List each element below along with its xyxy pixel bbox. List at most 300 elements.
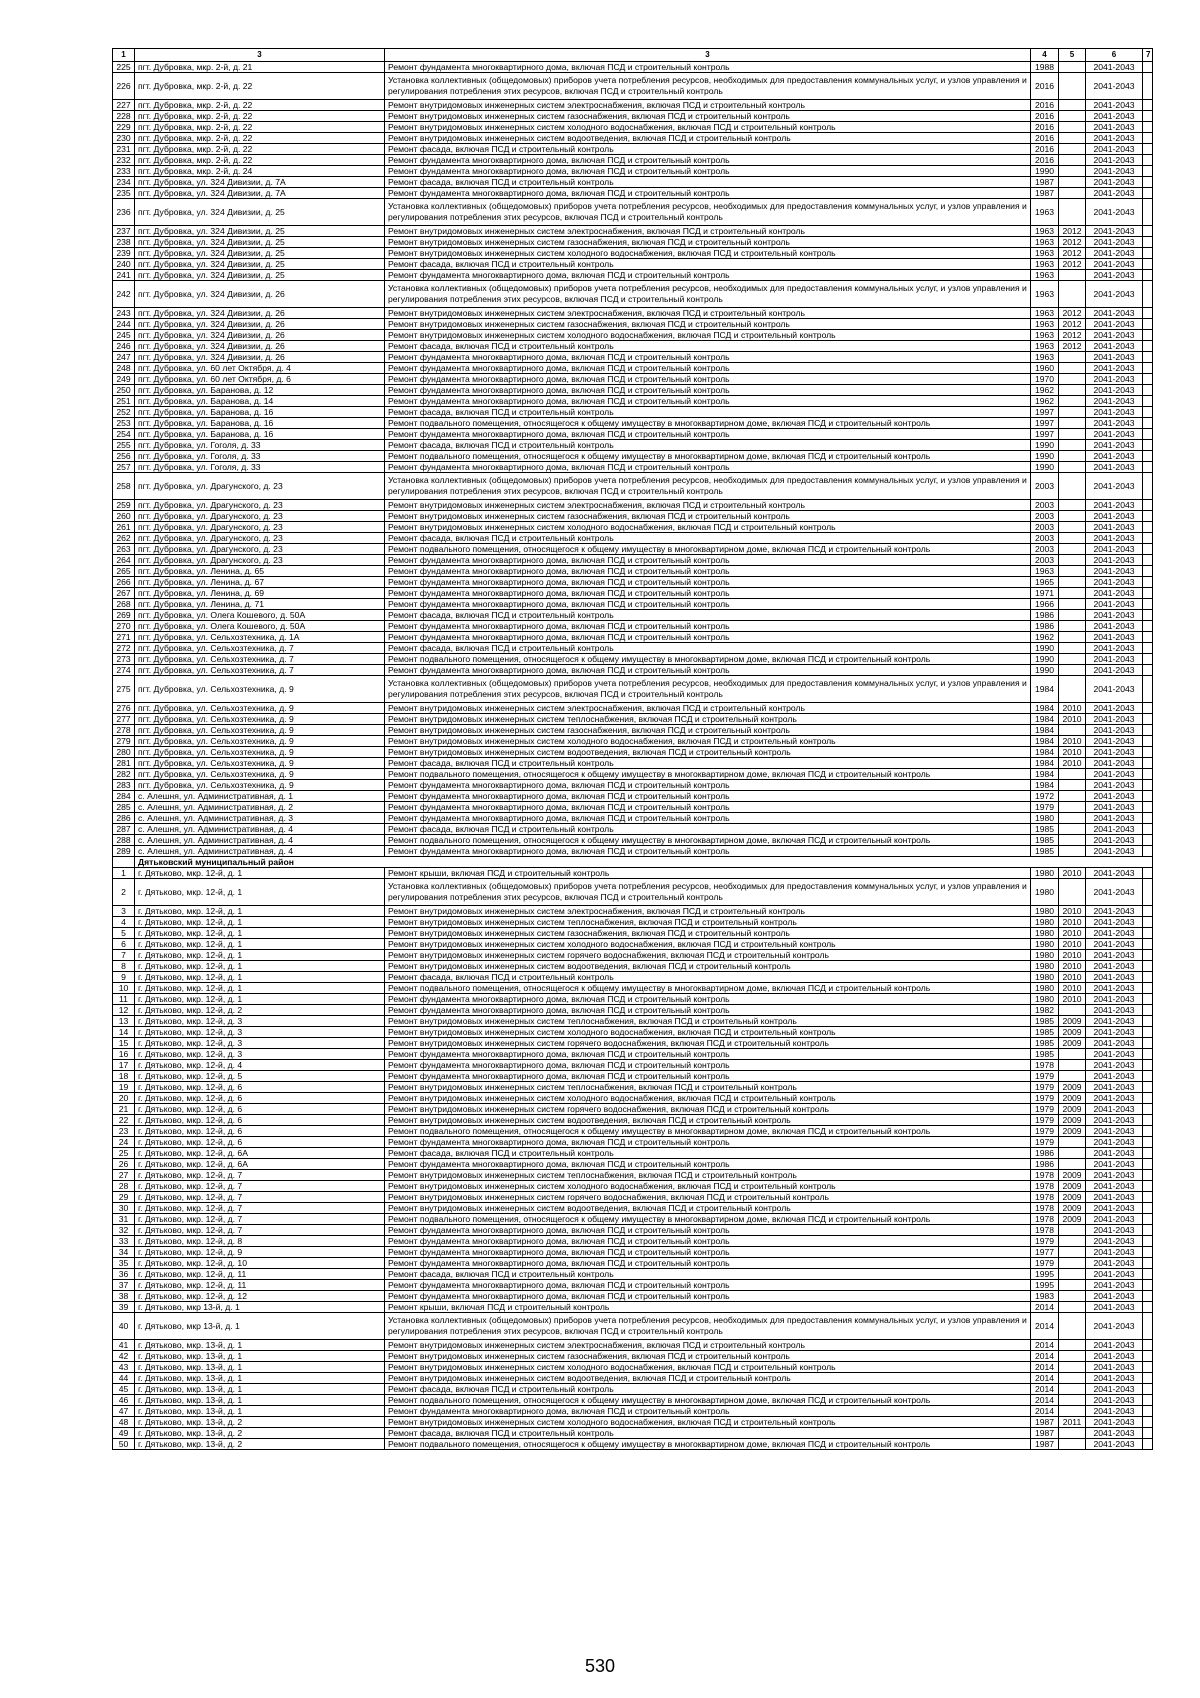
row-work: Ремонт фундамента многоквартирного дома, включая ПСД и строительный контроль bbox=[385, 813, 1031, 824]
row-address: г. Дятьково, мкр. 12-й, д. 3 bbox=[135, 1038, 385, 1049]
row-last-repair bbox=[1059, 846, 1086, 857]
row-number: 232 bbox=[113, 155, 135, 166]
row-year: 1984 bbox=[1031, 725, 1059, 736]
row-last-repair: 2010 bbox=[1059, 736, 1086, 747]
row-address: пгт. Дубровка, ул. Гоголя, д. 33 bbox=[135, 440, 385, 451]
row-address: г. Дятьково, мкр. 12-й, д. 7 bbox=[135, 1192, 385, 1203]
row-address: пгт. Дубровка, ул. Баранова, д. 12 bbox=[135, 385, 385, 396]
row-period: 2041-2043 bbox=[1086, 868, 1143, 879]
row-extra bbox=[1143, 621, 1153, 632]
row-address: пгт. Дубровка, ул. Баранова, д. 14 bbox=[135, 396, 385, 407]
row-extra bbox=[1143, 1280, 1153, 1291]
table-row bbox=[113, 166, 1153, 177]
row-address: пгт. Дубровка, ул. 324 Дивизии, д. 26 bbox=[135, 319, 385, 330]
row-number: 6 bbox=[113, 939, 135, 950]
row-last-repair bbox=[1059, 1384, 1086, 1395]
row-extra bbox=[1143, 281, 1153, 308]
table-row bbox=[113, 868, 1153, 879]
row-year: 1988 bbox=[1031, 62, 1059, 73]
row-number: 247 bbox=[113, 352, 135, 363]
row-year: 1978 bbox=[1031, 1214, 1059, 1225]
row-number: 239 bbox=[113, 248, 135, 259]
row-address: пгт. Дубровка, мкр. 2-й, д. 22 bbox=[135, 100, 385, 111]
row-work: Ремонт фундамента многоквартирного дома, включая ПСД и строительный контроль bbox=[385, 802, 1031, 813]
row-address: пгт. Дубровка, ул. Драгунского, д. 23 bbox=[135, 555, 385, 566]
row-period: 2041-2043 bbox=[1086, 1159, 1143, 1170]
row-extra bbox=[1143, 1258, 1153, 1269]
row-last-repair bbox=[1059, 144, 1086, 155]
row-work: Ремонт фасада, включая ПСД и строительный контроль bbox=[385, 259, 1031, 270]
row-period: 2041-2043 bbox=[1086, 676, 1143, 703]
row-number: 50 bbox=[113, 1439, 135, 1450]
table-row bbox=[113, 341, 1153, 352]
row-year: 2014 bbox=[1031, 1302, 1059, 1313]
row-number: 240 bbox=[113, 259, 135, 270]
row-period: 2041-2043 bbox=[1086, 791, 1143, 802]
row-address: пгт. Дубровка, ул. Олега Кошевого, д. 50А bbox=[135, 610, 385, 621]
row-extra bbox=[1143, 610, 1153, 621]
table-row bbox=[113, 555, 1153, 566]
row-period: 2041-2043 bbox=[1086, 1126, 1143, 1137]
row-address: пгт. Дубровка, ул. 324 Дивизии, д. 26 bbox=[135, 352, 385, 363]
row-last-repair bbox=[1059, 177, 1086, 188]
row-number: 259 bbox=[113, 500, 135, 511]
row-period: 2041-2043 bbox=[1086, 330, 1143, 341]
row-last-repair bbox=[1059, 1313, 1086, 1340]
table-row bbox=[113, 511, 1153, 522]
row-work: Ремонт внутридомовых инженерных систем газоснабжения, включая ПСД и строительный контроль bbox=[385, 319, 1031, 330]
capital-repair-table bbox=[112, 48, 1153, 1450]
row-work: Ремонт подвального помещения, относящегося к общему имуществу в многоквартирном доме, включая ПСД и строительный контроль bbox=[385, 418, 1031, 429]
row-extra bbox=[1143, 429, 1153, 440]
row-year: 2016 bbox=[1031, 111, 1059, 122]
row-number: 245 bbox=[113, 330, 135, 341]
table-row bbox=[113, 1362, 1153, 1373]
row-extra bbox=[1143, 1428, 1153, 1439]
row-work: Ремонт фасада, включая ПСД и строительный контроль bbox=[385, 407, 1031, 418]
row-number: 42 bbox=[113, 1351, 135, 1362]
row-address: пгт. Дубровка, ул. 324 Дивизии, д. 26 bbox=[135, 330, 385, 341]
row-extra bbox=[1143, 588, 1153, 599]
row-address: с. Алешня, ул. Административная, д. 4 bbox=[135, 835, 385, 846]
row-work: Ремонт внутридомовых инженерных систем водоотведения, включая ПСД и строительный контроль bbox=[385, 747, 1031, 758]
row-number: 49 bbox=[113, 1428, 135, 1439]
row-last-repair: 2012 bbox=[1059, 319, 1086, 330]
row-last-repair: 2012 bbox=[1059, 308, 1086, 319]
row-year: 1990 bbox=[1031, 462, 1059, 473]
row-year: 1979 bbox=[1031, 802, 1059, 813]
row-year: 2003 bbox=[1031, 522, 1059, 533]
row-period: 2041-2043 bbox=[1086, 780, 1143, 791]
row-extra bbox=[1143, 144, 1153, 155]
row-period: 2041-2043 bbox=[1086, 270, 1143, 281]
row-extra bbox=[1143, 1038, 1153, 1049]
row-work: Ремонт фундамента многоквартирного дома, включая ПСД и строительный контроль bbox=[385, 1005, 1031, 1016]
row-work: Ремонт подвального помещения, относящегося к общему имуществу в многоквартирном доме, включая ПСД и строительный контроль bbox=[385, 1439, 1031, 1450]
row-period: 2041-2043 bbox=[1086, 100, 1143, 111]
table-row bbox=[113, 111, 1153, 122]
row-work: Ремонт внутридомовых инженерных систем холодного водоснабжения, включая ПСД и строительный контроль bbox=[385, 736, 1031, 747]
row-number: 7 bbox=[113, 950, 135, 961]
row-year: 1985 bbox=[1031, 824, 1059, 835]
row-year: 1979 bbox=[1031, 1071, 1059, 1082]
row-work: Ремонт фундамента многоквартирного дома, включая ПСД и строительный контроль bbox=[385, 1291, 1031, 1302]
row-year: 1985 bbox=[1031, 835, 1059, 846]
row-period: 2041-2043 bbox=[1086, 1362, 1143, 1373]
row-year: 1990 bbox=[1031, 166, 1059, 177]
row-last-repair: 2009 bbox=[1059, 1170, 1086, 1181]
row-period: 2041-2043 bbox=[1086, 1269, 1143, 1280]
row-number: 256 bbox=[113, 451, 135, 462]
row-extra bbox=[1143, 983, 1153, 994]
row-number: 39 bbox=[113, 1302, 135, 1313]
row-address: г. Дятьково, мкр. 12-й, д. 6 bbox=[135, 1126, 385, 1137]
row-address: г. Дятьково, мкр. 12-й, д. 10 bbox=[135, 1258, 385, 1269]
row-extra bbox=[1143, 868, 1153, 879]
table-row bbox=[113, 813, 1153, 824]
row-number: 45 bbox=[113, 1384, 135, 1395]
row-last-repair: 2009 bbox=[1059, 1093, 1086, 1104]
row-address: г. Дятьково, мкр. 12-й, д. 6 bbox=[135, 1093, 385, 1104]
row-period: 2041-2043 bbox=[1086, 62, 1143, 73]
row-last-repair bbox=[1059, 1291, 1086, 1302]
row-address: г. Дятьково, мкр. 12-й, д. 6 bbox=[135, 1104, 385, 1115]
row-work: Ремонт фасада, включая ПСД и строительный контроль bbox=[385, 643, 1031, 654]
row-period: 2041-2043 bbox=[1086, 1005, 1143, 1016]
row-year: 1979 bbox=[1031, 1236, 1059, 1247]
row-number: 261 bbox=[113, 522, 135, 533]
row-number: 272 bbox=[113, 643, 135, 654]
table-row bbox=[113, 374, 1153, 385]
row-extra bbox=[1143, 248, 1153, 259]
row-extra bbox=[1143, 259, 1153, 270]
table-row bbox=[113, 199, 1153, 226]
row-address: г. Дятьково, мкр. 12-й, д. 1 bbox=[135, 994, 385, 1005]
row-last-repair bbox=[1059, 802, 1086, 813]
row-work: Ремонт фасада, включая ПСД и строительный контроль bbox=[385, 1269, 1031, 1280]
row-last-repair bbox=[1059, 281, 1086, 308]
row-number: 235 bbox=[113, 188, 135, 199]
row-work: Ремонт фундамента многоквартирного дома, включая ПСД и строительный контроль bbox=[385, 791, 1031, 802]
row-year: 1980 bbox=[1031, 917, 1059, 928]
row-year: 1977 bbox=[1031, 1247, 1059, 1258]
row-year: 1962 bbox=[1031, 396, 1059, 407]
row-extra bbox=[1143, 1291, 1153, 1302]
row-last-repair bbox=[1059, 1247, 1086, 1258]
table-row bbox=[113, 270, 1153, 281]
row-work: Ремонт внутридомовых инженерных систем теплоснабжения, включая ПСД и строительный контроль bbox=[385, 714, 1031, 725]
row-number: 241 bbox=[113, 270, 135, 281]
row-number: 289 bbox=[113, 846, 135, 857]
row-extra bbox=[1143, 824, 1153, 835]
row-year: 1980 bbox=[1031, 928, 1059, 939]
row-number: 1 bbox=[113, 868, 135, 879]
row-extra bbox=[1143, 155, 1153, 166]
row-year: 2003 bbox=[1031, 533, 1059, 544]
row-extra bbox=[1143, 100, 1153, 111]
row-address: с. Алешня, ул. Административная, д. 3 bbox=[135, 813, 385, 824]
row-extra bbox=[1143, 1225, 1153, 1236]
row-number: 288 bbox=[113, 835, 135, 846]
table-row bbox=[113, 588, 1153, 599]
row-number: 238 bbox=[113, 237, 135, 248]
row-number: 15 bbox=[113, 1038, 135, 1049]
row-address: пгт. Дубровка, мкр. 2-й, д. 22 bbox=[135, 133, 385, 144]
row-period: 2041-2043 bbox=[1086, 917, 1143, 928]
row-address: г. Дятьково, мкр. 12-й, д. 6 bbox=[135, 1115, 385, 1126]
row-last-repair bbox=[1059, 363, 1086, 374]
row-address: пгт. Дубровка, ул. 324 Дивизии, д. 25 bbox=[135, 248, 385, 259]
row-year: 1986 bbox=[1031, 610, 1059, 621]
row-extra bbox=[1143, 363, 1153, 374]
row-year: 1990 bbox=[1031, 654, 1059, 665]
row-work: Ремонт фундамента многоквартирного дома, включая ПСД и строительный контроль bbox=[385, 1406, 1031, 1417]
row-period: 2041-2043 bbox=[1086, 500, 1143, 511]
row-address: г. Дятьково, мкр. 13-й, д. 2 bbox=[135, 1428, 385, 1439]
row-last-repair bbox=[1059, 791, 1086, 802]
row-last-repair: 2010 bbox=[1059, 714, 1086, 725]
row-period: 2041-2043 bbox=[1086, 1093, 1143, 1104]
row-extra bbox=[1143, 522, 1153, 533]
row-address: г. Дятьково, мкр. 12-й, д. 1 bbox=[135, 939, 385, 950]
row-last-repair bbox=[1059, 654, 1086, 665]
row-work: Ремонт фундамента многоквартирного дома, включая ПСД и строительный контроль bbox=[385, 462, 1031, 473]
row-period: 2041-2043 bbox=[1086, 1340, 1143, 1351]
row-year: 1995 bbox=[1031, 1269, 1059, 1280]
row-work: Ремонт внутридомовых инженерных систем водоотведения, включая ПСД и строительный контроль bbox=[385, 961, 1031, 972]
row-last-repair bbox=[1059, 1060, 1086, 1071]
row-last-repair bbox=[1059, 1159, 1086, 1170]
row-address: г. Дятьково, мкр. 12-й, д. 6 bbox=[135, 1137, 385, 1148]
row-address: пгт. Дубровка, ул. Драгунского, д. 23 bbox=[135, 500, 385, 511]
row-year: 1985 bbox=[1031, 846, 1059, 857]
row-extra bbox=[1143, 1016, 1153, 1027]
row-number: 34 bbox=[113, 1247, 135, 1258]
row-last-repair bbox=[1059, 621, 1086, 632]
row-extra bbox=[1143, 1060, 1153, 1071]
row-extra bbox=[1143, 736, 1153, 747]
row-extra bbox=[1143, 177, 1153, 188]
row-extra bbox=[1143, 906, 1153, 917]
row-period: 2041-2043 bbox=[1086, 1148, 1143, 1159]
row-extra bbox=[1143, 1027, 1153, 1038]
row-address: пгт. Дубровка, ул. 60 лет Октября, д. 6 bbox=[135, 374, 385, 385]
row-period: 2041-2043 bbox=[1086, 577, 1143, 588]
row-year: 1984 bbox=[1031, 676, 1059, 703]
row-extra bbox=[1143, 725, 1153, 736]
row-address: пгт. Дубровка, ул. Ленина, д. 65 bbox=[135, 566, 385, 577]
table-row bbox=[113, 1005, 1153, 1016]
row-work: Ремонт фасада, включая ПСД и строительный контроль bbox=[385, 758, 1031, 769]
row-extra bbox=[1143, 407, 1153, 418]
table-row bbox=[113, 451, 1153, 462]
row-work: Ремонт фундамента многоквартирного дома, включая ПСД и строительный контроль bbox=[385, 429, 1031, 440]
row-extra bbox=[1143, 1148, 1153, 1159]
row-address: г. Дятьково, мкр. 12-й, д. 8 bbox=[135, 1236, 385, 1247]
row-work: Ремонт фасада, включая ПСД и строительный контроль bbox=[385, 824, 1031, 835]
row-extra bbox=[1143, 1093, 1153, 1104]
row-extra bbox=[1143, 319, 1153, 330]
row-year: 1978 bbox=[1031, 1192, 1059, 1203]
row-period: 2041-2043 bbox=[1086, 511, 1143, 522]
row-extra bbox=[1143, 374, 1153, 385]
row-work: Ремонт фундамента многоквартирного дома, включая ПСД и строительный контроль bbox=[385, 1060, 1031, 1071]
table-row bbox=[113, 440, 1153, 451]
row-last-repair bbox=[1059, 62, 1086, 73]
row-year: 1963 bbox=[1031, 237, 1059, 248]
row-year: 1979 bbox=[1031, 1115, 1059, 1126]
table-row bbox=[113, 566, 1153, 577]
table-row bbox=[113, 533, 1153, 544]
row-period: 2041-2043 bbox=[1086, 1384, 1143, 1395]
table-row bbox=[113, 577, 1153, 588]
row-period: 2041-2043 bbox=[1086, 111, 1143, 122]
table-row bbox=[113, 758, 1153, 769]
row-year: 2016 bbox=[1031, 122, 1059, 133]
table-row bbox=[113, 1082, 1153, 1093]
row-work: Ремонт внутридомовых инженерных систем холодного водоснабжения, включая ПСД и строительный контроль bbox=[385, 330, 1031, 341]
row-number: 31 bbox=[113, 1214, 135, 1225]
row-extra bbox=[1143, 1192, 1153, 1203]
row-extra bbox=[1143, 473, 1153, 500]
row-address: г. Дятьково, мкр. 12-й, д. 7 bbox=[135, 1214, 385, 1225]
row-last-repair bbox=[1059, 418, 1086, 429]
row-address: пгт. Дубровка, мкр. 2-й, д. 21 bbox=[135, 62, 385, 73]
row-work: Ремонт фундамента многоквартирного дома, включая ПСД и строительный контроль bbox=[385, 588, 1031, 599]
row-year: 1962 bbox=[1031, 632, 1059, 643]
row-number: 268 bbox=[113, 599, 135, 610]
row-work: Ремонт фундамента многоквартирного дома, включая ПСД и строительный контроль bbox=[385, 385, 1031, 396]
row-year: 1984 bbox=[1031, 703, 1059, 714]
row-year: 1984 bbox=[1031, 736, 1059, 747]
row-period: 2041-2043 bbox=[1086, 1225, 1143, 1236]
row-number: 246 bbox=[113, 341, 135, 352]
table-row bbox=[113, 500, 1153, 511]
table-row bbox=[113, 363, 1153, 374]
table-row bbox=[113, 769, 1153, 780]
table-row bbox=[113, 133, 1153, 144]
row-work: Ремонт фундамента многоквартирного дома, включая ПСД и строительный контроль bbox=[385, 665, 1031, 676]
row-work: Ремонт фундамента многоквартирного дома, включая ПСД и строительный контроль bbox=[385, 555, 1031, 566]
row-extra bbox=[1143, 577, 1153, 588]
row-period: 2041-2043 bbox=[1086, 133, 1143, 144]
row-address: пгт. Дубровка, ул. Сельхозтехника, д. 7 bbox=[135, 643, 385, 654]
row-extra bbox=[1143, 676, 1153, 703]
row-period: 2041-2043 bbox=[1086, 363, 1143, 374]
row-extra bbox=[1143, 643, 1153, 654]
row-extra bbox=[1143, 994, 1153, 1005]
row-work: Установка коллективных (общедомовых) приборов учета потребления ресурсов, необходимых для предоставления коммунальных услуг, и узлов управления и регулирования потребления этих ресурсов, включая ПСД и строительный контроль bbox=[385, 879, 1031, 906]
row-year: 2014 bbox=[1031, 1384, 1059, 1395]
row-period: 2041-2043 bbox=[1086, 374, 1143, 385]
row-number: 5 bbox=[113, 928, 135, 939]
table-row bbox=[113, 1291, 1153, 1302]
row-period: 2041-2043 bbox=[1086, 1082, 1143, 1093]
row-number: 12 bbox=[113, 1005, 135, 1016]
row-year: 2014 bbox=[1031, 1351, 1059, 1362]
row-number: 262 bbox=[113, 533, 135, 544]
row-extra bbox=[1143, 703, 1153, 714]
row-year: 2003 bbox=[1031, 511, 1059, 522]
row-extra bbox=[1143, 1104, 1153, 1115]
row-work: Ремонт внутридомовых инженерных систем газоснабжения, включая ПСД и строительный контроль bbox=[385, 237, 1031, 248]
header-cell-last-repair: 5 bbox=[1059, 49, 1086, 62]
row-year: 1984 bbox=[1031, 747, 1059, 758]
table-row bbox=[113, 1395, 1153, 1406]
row-work: Ремонт внутридомовых инженерных систем газоснабжения, включая ПСД и строительный контроль bbox=[385, 1351, 1031, 1362]
row-number: 254 bbox=[113, 429, 135, 440]
row-period: 2041-2043 bbox=[1086, 665, 1143, 676]
row-address: г. Дятьково, мкр. 13-й, д. 2 bbox=[135, 1439, 385, 1450]
row-work: Ремонт фундамента многоквартирного дома, включая ПСД и строительный контроль bbox=[385, 577, 1031, 588]
row-period: 2041-2043 bbox=[1086, 144, 1143, 155]
table-row bbox=[113, 725, 1153, 736]
row-year: 2003 bbox=[1031, 555, 1059, 566]
row-year: 2016 bbox=[1031, 73, 1059, 100]
row-period: 2041-2043 bbox=[1086, 1016, 1143, 1027]
table-row bbox=[113, 824, 1153, 835]
row-last-repair bbox=[1059, 1225, 1086, 1236]
row-number: 11 bbox=[113, 994, 135, 1005]
row-year: 1983 bbox=[1031, 1291, 1059, 1302]
row-last-repair bbox=[1059, 665, 1086, 676]
row-address: пгт. Дубровка, ул. Драгунского, д. 23 bbox=[135, 522, 385, 533]
row-period: 2041-2043 bbox=[1086, 1236, 1143, 1247]
row-year: 2016 bbox=[1031, 100, 1059, 111]
row-number: 273 bbox=[113, 654, 135, 665]
row-number: 249 bbox=[113, 374, 135, 385]
row-period: 2041-2043 bbox=[1086, 1373, 1143, 1384]
row-period: 2041-2043 bbox=[1086, 1351, 1143, 1362]
row-number: 252 bbox=[113, 407, 135, 418]
row-address: г. Дятьково, мкр. 12-й, д. 2 bbox=[135, 1005, 385, 1016]
row-address: г. Дятьково, мкр. 12-й, д. 6А bbox=[135, 1148, 385, 1159]
row-extra bbox=[1143, 188, 1153, 199]
row-last-repair bbox=[1059, 511, 1086, 522]
row-period: 2041-2043 bbox=[1086, 1291, 1143, 1302]
row-work: Ремонт фасада, включая ПСД и строительный контроль bbox=[385, 1148, 1031, 1159]
table-row bbox=[113, 1181, 1153, 1192]
row-work: Ремонт внутридомовых инженерных систем теплоснабжения, включая ПСД и строительный контроль bbox=[385, 1016, 1031, 1027]
row-year: 1963 bbox=[1031, 270, 1059, 281]
row-number: 266 bbox=[113, 577, 135, 588]
row-period: 2041-2043 bbox=[1086, 396, 1143, 407]
table-row bbox=[113, 1071, 1153, 1082]
row-last-repair bbox=[1059, 1258, 1086, 1269]
row-work: Ремонт внутридомовых инженерных систем теплоснабжения, включая ПСД и строительный контроль bbox=[385, 917, 1031, 928]
table-row bbox=[113, 396, 1153, 407]
row-last-repair: 2010 bbox=[1059, 917, 1086, 928]
row-number: 41 bbox=[113, 1340, 135, 1351]
table-row bbox=[113, 1115, 1153, 1126]
row-period: 2041-2043 bbox=[1086, 950, 1143, 961]
row-address: пгт. Дубровка, ул. 324 Дивизии, д. 25 bbox=[135, 226, 385, 237]
row-last-repair: 2009 bbox=[1059, 1016, 1086, 1027]
row-last-repair: 2012 bbox=[1059, 259, 1086, 270]
row-last-repair bbox=[1059, 270, 1086, 281]
row-extra bbox=[1143, 1313, 1153, 1340]
row-number: 3 bbox=[113, 906, 135, 917]
row-number: 267 bbox=[113, 588, 135, 599]
table-row bbox=[113, 259, 1153, 270]
table-row bbox=[113, 632, 1153, 643]
row-year: 1985 bbox=[1031, 1016, 1059, 1027]
row-period: 2041-2043 bbox=[1086, 928, 1143, 939]
row-last-repair: 2010 bbox=[1059, 939, 1086, 950]
table-row bbox=[113, 599, 1153, 610]
table-row bbox=[113, 1384, 1153, 1395]
row-period: 2041-2043 bbox=[1086, 533, 1143, 544]
